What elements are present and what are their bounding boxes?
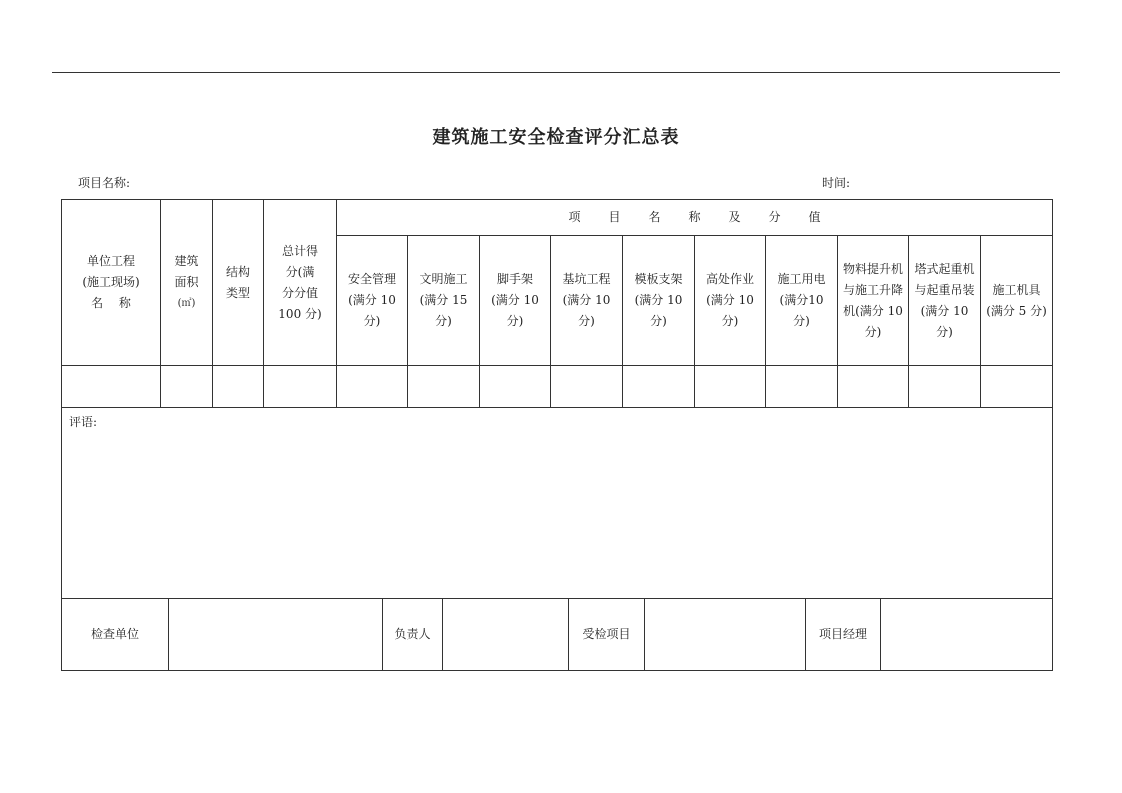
responsible-label: 负责人 (383, 599, 443, 671)
signature-table (61, 598, 1053, 671)
items-group-header: 项 目 名 称 及 分 值 (337, 200, 1053, 236)
score-cell-foundation-pit[interactable] (551, 366, 623, 408)
time-label: 时间: (822, 176, 851, 190)
score-cell-construction-machinery[interactable] (981, 366, 1053, 408)
building-area-cell[interactable] (161, 366, 213, 408)
item-header-safety-management: 安全管理 (满分 10 分) (337, 236, 408, 366)
score-cell-electricity[interactable] (766, 366, 838, 408)
score-cell-formwork-support[interactable] (623, 366, 695, 408)
item-header-construction-machinery: 施工机具 (满分 5 分) (981, 236, 1053, 366)
project-manager-label: 项目经理 (806, 599, 881, 671)
unit-project-header: 单位工程 (施工现场) 名 称 (62, 200, 161, 366)
item-header-civilized-construction: 文明施工 (满分 15 分) (408, 236, 480, 366)
structure-type-cell[interactable] (213, 366, 264, 408)
header-rule (52, 72, 1060, 73)
item-header-scaffolding: 脚手架 (满分 10 分) (480, 236, 551, 366)
total-score-header: 总计得 分(满 分分值 100 分) (264, 200, 337, 366)
project-name-label: 项目名称: (78, 176, 131, 190)
responsible-field[interactable] (443, 599, 569, 671)
score-summary-table (61, 199, 1053, 599)
table-row (62, 366, 1053, 408)
item-header-electricity: 施工用电 (满分10 分) (766, 236, 838, 366)
score-cell-material-hoist[interactable] (838, 366, 909, 408)
item-header-work-at-height: 高处作业 (满分 10 分) (695, 236, 766, 366)
comment-label: 评语: (69, 415, 98, 429)
structure-type-header: 结构 类型 (213, 200, 264, 366)
building-area-header: 建筑 面积 (㎡) (161, 200, 213, 366)
score-cell-scaffolding[interactable] (480, 366, 551, 408)
score-cell-work-at-height[interactable] (695, 366, 766, 408)
inspect-unit-label: 检查单位 (62, 599, 169, 671)
score-cell-safety-management[interactable] (337, 366, 408, 408)
item-header-foundation-pit: 基坑工程 (满分 10 分) (551, 236, 623, 366)
inspect-unit-field[interactable] (169, 599, 383, 671)
item-header-formwork-support: 模板支架 (满分 10 分) (623, 236, 695, 366)
item-header-material-hoist: 物料提升机 与施工升降 机(满分 10 分) (838, 236, 909, 366)
total-score-cell[interactable] (264, 366, 337, 408)
comment-area[interactable] (62, 408, 1053, 599)
score-cell-tower-crane[interactable] (909, 366, 981, 408)
project-manager-field[interactable] (881, 599, 1053, 671)
item-header-tower-crane: 塔式起重机 与起重吊装 (满分 10 分) (909, 236, 981, 366)
score-cell-civilized-construction[interactable] (408, 366, 480, 408)
inspected-project-label: 受检项目 (569, 599, 645, 671)
inspected-project-field[interactable] (645, 599, 806, 671)
page-title: 建筑施工安全检查评分汇总表 (432, 127, 680, 148)
unit-project-cell[interactable] (62, 366, 161, 408)
